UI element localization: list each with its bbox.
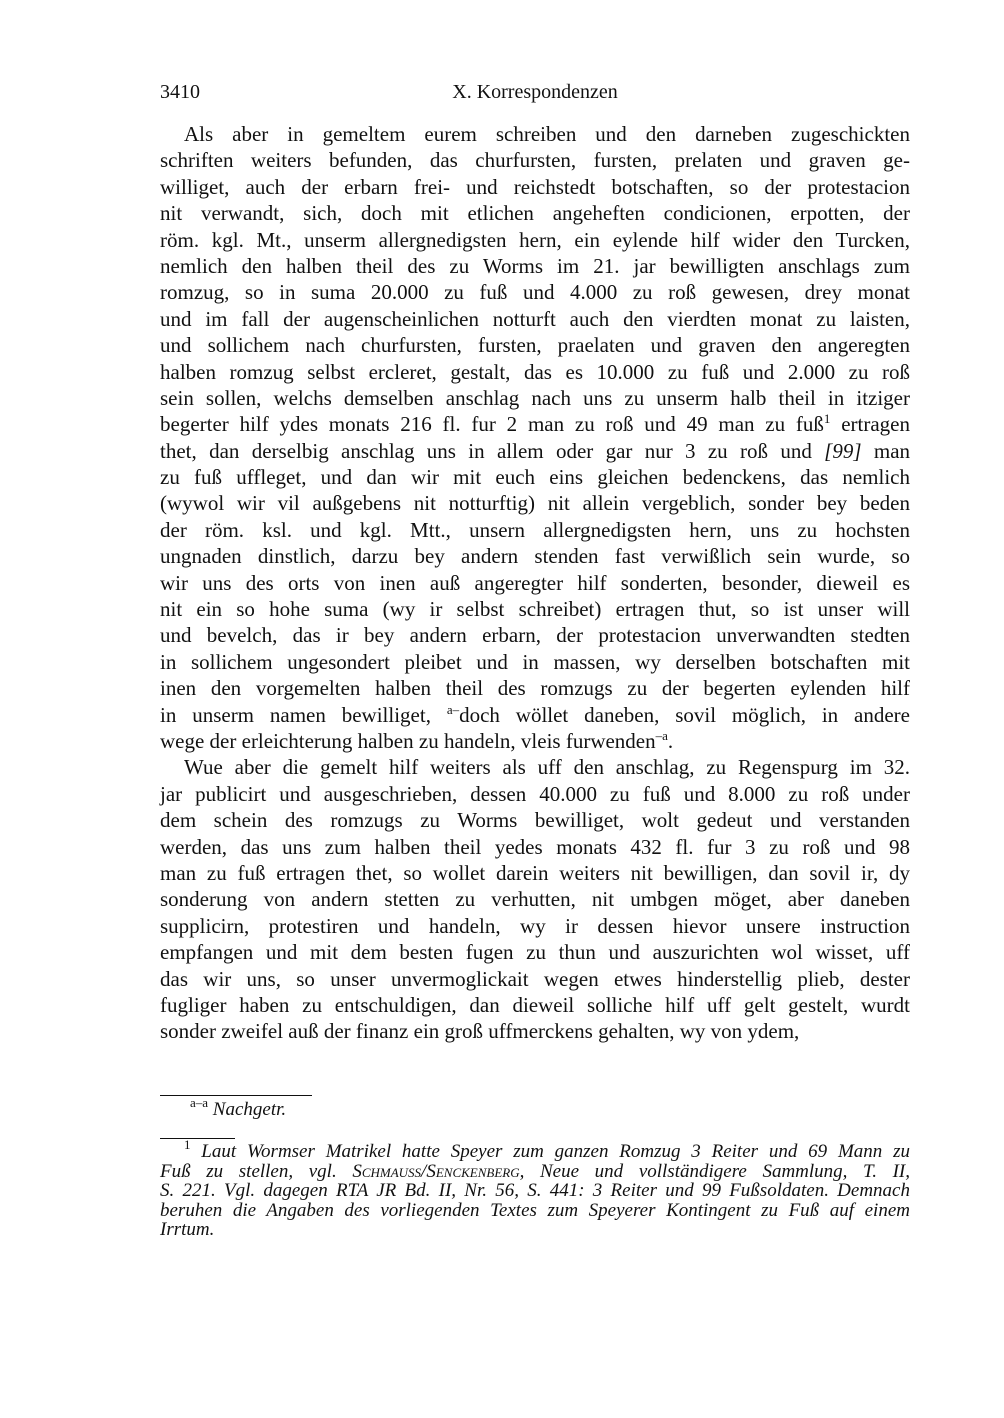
text-segment: nit ein so hohe suma (wy ir selbst schreibet) ertragen thut, so ist unser will bbox=[160, 597, 910, 622]
text-line bbox=[160, 543, 910, 569]
text-line bbox=[160, 807, 910, 833]
text-line bbox=[160, 411, 910, 437]
running-head: X. Korrespondenzen bbox=[452, 81, 618, 103]
text-line bbox=[160, 570, 910, 596]
text-line bbox=[160, 1201, 910, 1221]
text-line bbox=[160, 1162, 910, 1182]
text-line bbox=[160, 253, 910, 279]
paragraph bbox=[160, 754, 910, 1044]
text-segment: begerter hilf ydes monats 216 fl. fur 2 man zu roß und 49 man zu fuß bbox=[160, 412, 824, 437]
text-segment: sein sollen, welchs demselben anschlag nach uns zu unserm halb theil in itziger bbox=[160, 385, 910, 410]
text-line bbox=[160, 147, 910, 173]
text-line bbox=[160, 121, 910, 147]
text-line bbox=[160, 702, 910, 728]
text-line bbox=[160, 596, 910, 622]
text-segment: man bbox=[861, 438, 911, 463]
text-line bbox=[160, 1018, 910, 1044]
text-line bbox=[160, 174, 910, 200]
author-name: Schmauss/Senckenberg, bbox=[352, 1160, 525, 1182]
text-segment: nemlich den halben theil des zu Worms im 21. jar bewilligten anschlags zum bbox=[160, 253, 910, 278]
text-line bbox=[160, 834, 910, 860]
text-segment: in unserm namen bewilliget, bbox=[160, 702, 447, 727]
text-segment: Fuß zu stellen, vgl. bbox=[160, 1160, 353, 1182]
text-line bbox=[160, 939, 910, 965]
text-segment: williget, auch der erbarn frei- und reichstedt botschaften, so der protestacion bbox=[160, 174, 910, 199]
text-line bbox=[160, 860, 910, 886]
text-line bbox=[160, 306, 910, 332]
text-segment: romzug, so in suma 20.000 zu fuß und 4.000 zu roß gewesen, drey monat bbox=[160, 280, 910, 305]
text-segment: (wywol wir vil außgebens nit notturftig) nit allein vergeblich, sonder bey beden bbox=[160, 491, 910, 516]
text-segment: das wir uns, so unser unvermoglickait wegen etwes hinderstellig plieb, dester bbox=[160, 966, 910, 991]
text-segment: zu fuß uffleget, und dan wir mit euch eins gleichen bedenckens, das nemlich bbox=[160, 465, 910, 490]
text-segment: schriften weiters befunden, das churfursten, fursten, prelaten und graven ge- bbox=[160, 148, 910, 173]
text-line bbox=[160, 332, 910, 358]
text-line bbox=[160, 992, 910, 1018]
text-line bbox=[160, 913, 910, 939]
text-line bbox=[160, 517, 910, 543]
text-segment: empfangen und mit dem besten fugen zu thun und auszurichten wol wisset, uff bbox=[160, 940, 910, 965]
text-segment: halben romzug selbst ercleret, gestalt, das es 10.000 zu fuß und 2.000 zu roß bbox=[160, 359, 910, 384]
text-line bbox=[160, 385, 910, 411]
text-segment: wir uns des orts von inen auß angeregter hilf sonderten, besonder, dieweil es bbox=[160, 570, 910, 595]
footnote-1 bbox=[160, 1137, 910, 1240]
text-line bbox=[160, 279, 910, 305]
text-segment: röm. kgl. Mt., unserm allergnedigsten hern, ein eylende hilf wider den Turcken, bbox=[160, 227, 910, 252]
text-segment: Laut Wormser Matrikel hatte Speyer zum ganzen Romzug 3 Reiter und 69 Mann zu bbox=[190, 1141, 910, 1162]
text-segment: supplicirn, protestiren und handeln, wy ir dessen hievor unsere instruction bbox=[160, 913, 910, 938]
text-line bbox=[160, 966, 910, 992]
footnote-rule bbox=[160, 1095, 312, 1096]
text-segment: inen den vorgemelten halben theil des romzugs zu der begerten eylenden hilf bbox=[160, 676, 910, 701]
text-segment: beruhen die Angaben des vorliegenden Textes zum Speyerer Kontingent zu Fuß auf einem bbox=[160, 1199, 910, 1221]
text-segment: Wue aber die gemelt hilf weiters als uff den anschlag, zu Regenspurg im 32. bbox=[184, 755, 910, 780]
main-text bbox=[160, 121, 910, 1045]
text-line bbox=[160, 886, 910, 912]
italic-text: [99] bbox=[824, 438, 862, 463]
text-segment: jar publicirt und ausgeschrieben, dessen 40.000 zu fuß und 8.000 zu roß under bbox=[160, 781, 910, 806]
footnote-mark: a–a bbox=[190, 1095, 209, 1110]
text-segment: in sollichem ungesondert pleibet und in massen, wy derselben botschaften mit bbox=[160, 649, 910, 674]
text-segment: doch wöllet daneben, sovil möglich, in andere bbox=[459, 702, 910, 727]
footnote-a bbox=[190, 1095, 287, 1122]
text-line bbox=[160, 675, 910, 701]
text-segment: . bbox=[667, 728, 674, 753]
text-line bbox=[160, 622, 910, 648]
text-line bbox=[160, 200, 910, 226]
text-segment: sonder zweifel auß der finanz ein groß uffmerckens gehalten, wy von ydem, bbox=[160, 1019, 800, 1044]
text-segment: der röm. ksl. und kgl. Mtt., unsern allergnedigsten hern, uns zu hochsten bbox=[160, 517, 910, 542]
text-line bbox=[160, 359, 910, 385]
text-segment: ungnaden dinstlich, darzu bey andern stenden fast verwißlich sein wurde, so bbox=[160, 544, 910, 569]
text-line bbox=[160, 1181, 910, 1201]
text-segment: wege der erleichterung halben zu handeln, vleis furwenden bbox=[160, 728, 656, 753]
superscript-mark: 1 bbox=[184, 1137, 191, 1152]
text-segment: S. 221. Vgl. dagegen RTA JR Bd. II, Nr. 56, S. 441: 3 Reiter und 99 Fußsoldaten. Demnach bbox=[160, 1180, 910, 1201]
text-segment: und sollichem nach churfursten, fursten, praelaten und graven den angeregten bbox=[160, 333, 910, 358]
text-segment: ertragen bbox=[830, 412, 910, 437]
text-segment: Neue und vollständigere Sammlung, T. II, bbox=[524, 1160, 910, 1182]
text-line bbox=[160, 464, 910, 490]
text-segment: thet, dan derselbig anschlag uns in allem oder gar nur 3 zu roß und bbox=[160, 438, 825, 463]
text-segment: und bevelch, das ir bey andern erbarn, der protestacion unverwandten stedten bbox=[160, 623, 910, 648]
text-segment: fugliger haben zu entschuldigen, dan dieweil solliche hilf uff gelt gestelt, wurdt bbox=[160, 992, 910, 1017]
page-number: 3410 bbox=[160, 81, 200, 103]
text-line bbox=[160, 490, 910, 516]
text-segment: Als aber in gemeltem eurem schreiben und den darneben zugeschickten bbox=[184, 122, 910, 146]
text-line bbox=[160, 1137, 910, 1162]
text-segment: man zu fuß ertragen thet, so wollet darein weiters nit bewilligen, dan sovil ir, dy bbox=[160, 860, 910, 885]
footnote-rule bbox=[160, 1138, 235, 1139]
superscript-mark: –a bbox=[655, 727, 668, 743]
text-segment: dem schein des romzugs zu Worms bewilliget, wolt gedeut und verstanden bbox=[160, 808, 910, 833]
superscript-mark: 1 bbox=[823, 411, 831, 427]
text-line bbox=[160, 227, 910, 253]
text-segment: sonderung von andern stetten zu verhutten, nit umbgen möget, aber daneben bbox=[160, 887, 910, 912]
text-segment: und im fall der augenscheinlichen notturft auch den vierdten monat zu laisten, bbox=[160, 306, 910, 331]
text-line bbox=[160, 649, 910, 675]
text-segment: Irrtum. bbox=[160, 1219, 215, 1240]
text-segment: werden, das uns zum halben theil yedes monats 432 fl. fur 3 zu roß und 98 bbox=[160, 834, 910, 859]
superscript-mark: a– bbox=[446, 701, 460, 717]
text-line bbox=[160, 754, 910, 780]
text-segment: nit verwandt, sich, doch mit etlichen angeheften condicionen, erpotten, der bbox=[160, 201, 910, 226]
text-line bbox=[160, 438, 910, 464]
paragraph bbox=[160, 121, 910, 754]
text-line bbox=[160, 1220, 910, 1240]
text-line bbox=[160, 781, 910, 807]
footnote-text: Nachgetr. bbox=[212, 1099, 287, 1120]
text-line bbox=[160, 728, 910, 754]
